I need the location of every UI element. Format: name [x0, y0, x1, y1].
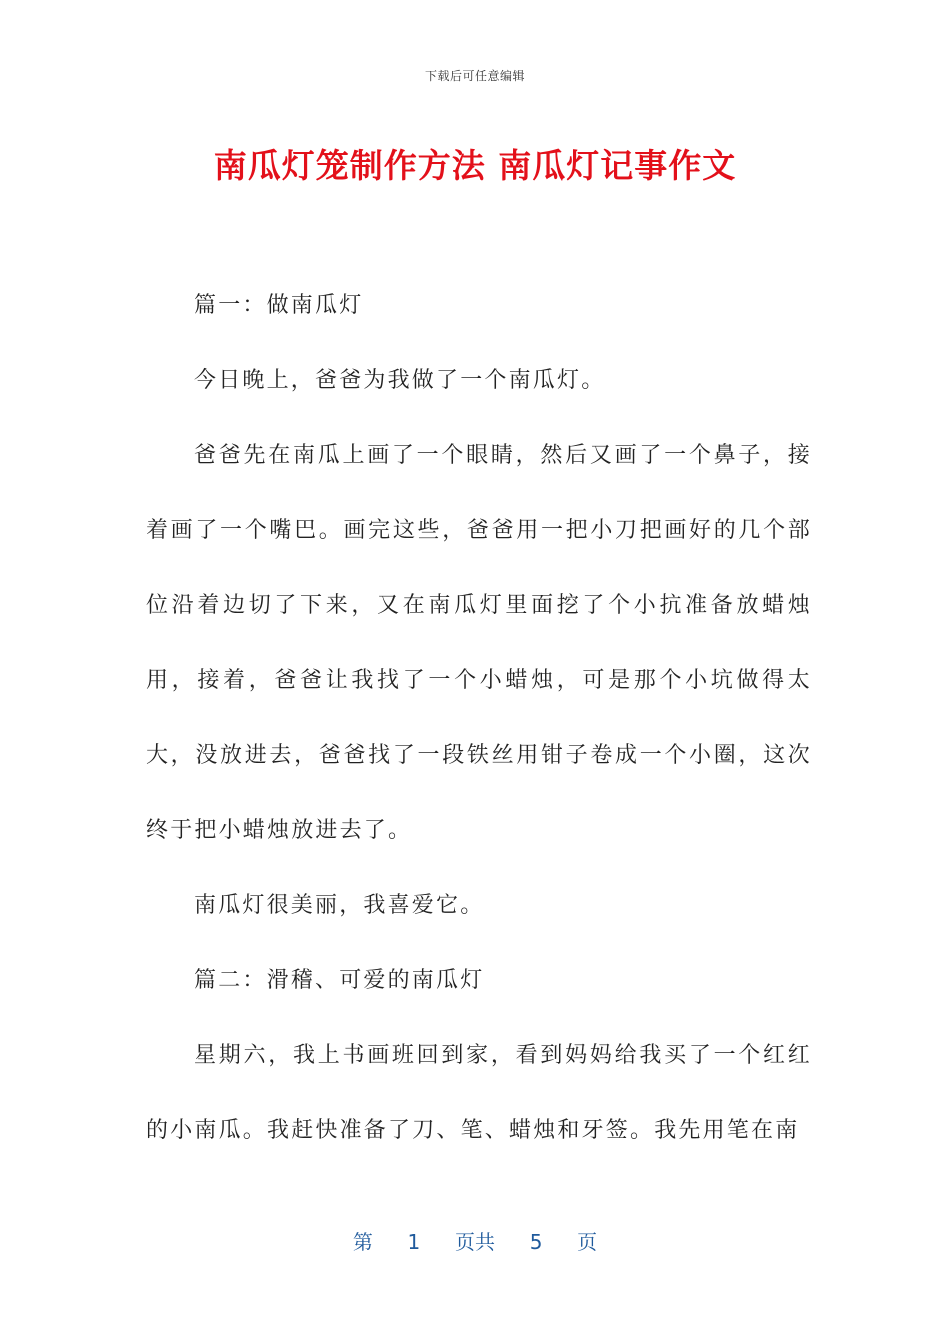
page-total: 5: [529, 1230, 543, 1254]
paragraph: 星期六，我上书画班回到家，看到妈妈给我买了一个红红的小南瓜。我赶快准备了刀、笔、蜡烛和牙签。我先用笔在南: [146, 1043, 812, 1143]
page-suffix: 页: [577, 1230, 598, 1254]
article-body: [146, 268, 812, 1168]
page-prefix: 第: [352, 1230, 373, 1254]
paragraph: 今日晚上，爸爸为我做了一个南瓜灯。: [194, 368, 606, 393]
header-note: 下载后可任意编辑: [424, 69, 525, 83]
page-footer: [0, 1226, 950, 1255]
paragraph: 南瓜灯很美丽，我喜爱它。: [194, 893, 485, 918]
paragraph: 爸爸先在南瓜上画了一个眼睛，然后又画了一个鼻子，接着画了一个嘴巴。画完这些，爸爸用一把小刀把画好的几个部位沿着边切了下来，又在南瓜灯里面挖了个小抗准备放蜡烛用，接着，爸爸让我找了一个小蜡烛，可是那个小坑做得太大，没放进去，爸爸找了一段铁丝用钳子卷成一个小圈，这次终于把小蜡烛放进去了。: [146, 443, 812, 843]
section-heading-2: 篇二：滑稽、可爱的南瓜灯: [194, 968, 485, 993]
section-heading-1: 篇一：做南瓜灯: [194, 293, 364, 318]
page-number: 1: [407, 1230, 421, 1254]
page-middle: 页共: [455, 1230, 495, 1254]
page-title: 南瓜灯笼制作方法 南瓜灯记事作文: [213, 146, 737, 185]
